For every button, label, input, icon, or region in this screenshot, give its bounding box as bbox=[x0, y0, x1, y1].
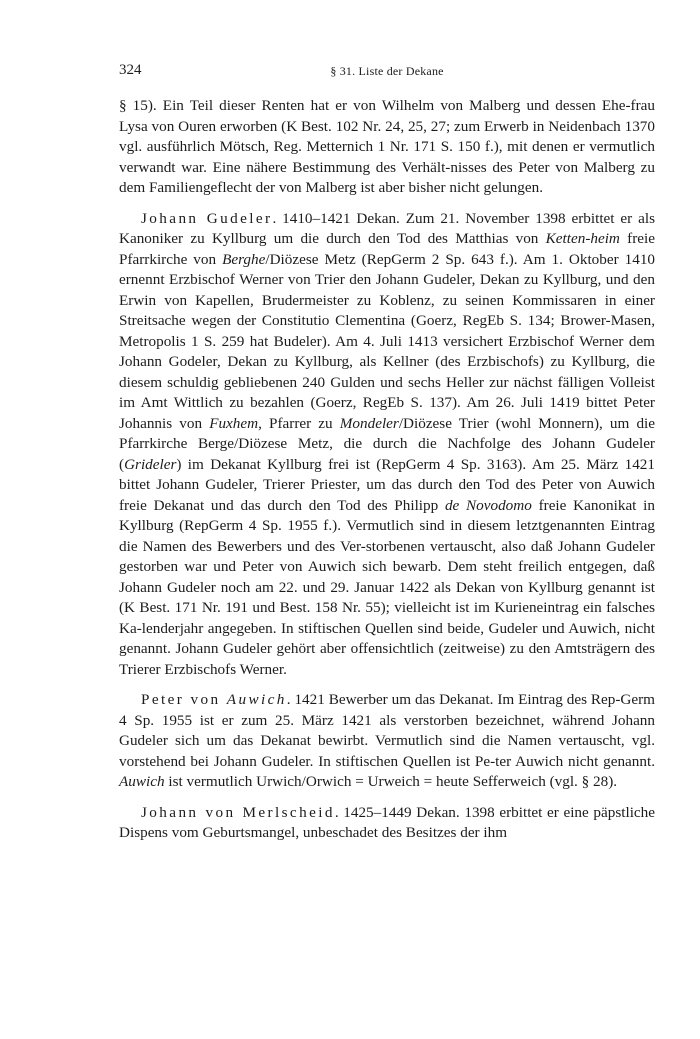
entry-johann-von-merlscheid bbox=[119, 803, 655, 844]
italic-text: Grideler bbox=[124, 455, 177, 473]
text-run: ist vermutlich Urwich/Orwich = Urweich = heute Sefferweich (vgl. § 28). bbox=[164, 773, 618, 790]
text-run: § 15). Ein Teil dieser Renten hat er von Wilhelm von Malberg und dessen Ehe-frau Lysa von Ouren erworben (K Best. 102 Nr. 24, 25, 27; zum Erwerb in Neidenbach 1370 vgl. ausführlich Mötsch, Reg. Metternich 1 Nr. 171 S. 150 f.), mit denen er vermutlich verwandt war. Eine nähere Bestimmung des Verhält-nisses des Peter von Malberg zu dem Familiengeflecht der von Malberg ist aber bisher nicht gelungen. bbox=[119, 97, 655, 196]
text-run: /Diözese Trier (wohl Monnern), um die Pfarrkirche Berge/Diözese Metz, die durch die Nachfolge des Johann Gudeler ( bbox=[119, 414, 656, 473]
text-run: . 1410–1421 Dekan. Zum 21. November 1398 erbittet er als Kanoniker zu Kyllburg um die durch den Tod des Matthias von bbox=[119, 209, 655, 247]
text-run: ) im Dekanat Kyllburg frei ist (RepGerm 4 Sp. 3163). Am 25. März 1421 bittet Johann Gudeler, Trierer Priester, um das durch den Tod des Peter von Auwich freie Dekanat und das durch den Tod des Philipp bbox=[119, 455, 655, 514]
text-run: . 1425–1449 Dekan. 1398 erbittet er eine päpstliche Dispens vom Geburtsmangel, unbeschadet des Besitzes der ihm bbox=[119, 803, 655, 841]
text-run: , Pfarrer zu bbox=[258, 414, 340, 432]
page-number: 324 bbox=[119, 62, 142, 78]
page-header bbox=[119, 62, 655, 82]
text-run: /Diözese Metz (RepGerm 2 Sp. 643 f.). Am 1. Oktober 1410 ernennt Erzbischof Werner von Trier den Johann Gudeler, Dekan zu Kyllburg, und den Erwin von Kapellen, Brudermeister zu Koblenz, zu seinen Kommissaren in einer Streitsache wegen der Constitutio Clementina (Goerz, RegEb S. 134; Brower-Masen, Metropolis 1 S. 259 hat Budeler). Am 4. Juli 1413 versichert Erzbischof Werner dem Johann Godeler, Dekan zu Kyllburg, als Kellner (des Erzbischofs) zu Kyllburg, die diesem schuldig gebliebenen 240 Gulden und sechs Heller zur nächst fälligen Volleist im Amt Wittlich zu bezahlen (Goerz, RegEb S. 137). Am 26. Juli 1419 bittet Peter Johannis von bbox=[119, 250, 656, 432]
entry-name: Johann von Merlscheid bbox=[141, 803, 335, 821]
entry-johann-gudeler bbox=[119, 209, 655, 681]
italic-text: Berghe bbox=[222, 250, 266, 268]
italic-text: Auwich bbox=[119, 773, 165, 790]
italic-text: Mondeler bbox=[339, 414, 399, 432]
entry-peter-von-auwich bbox=[119, 690, 655, 793]
text-run: . 1421 Bewerber um das Dekanat. Im Eintrag des Rep-Germ 4 Sp. 1955 ist er zum 25. März 1421 als verstorben bezeichnet, während Johann Gudeler sich um das Dekanat bewirbt. Vermutlich sind die Namen vertauscht, vgl. vorstehend bei Johann Gudeler. In stiftischen Quellen ist Pe-ter Auwich nicht genannt. bbox=[119, 691, 655, 770]
text-run: freie Kanonikat in Kyllburg (RepGerm 4 Sp. 1955 f.). Vermutlich sind in diesem letztgenannten Eintrag die Namen des Bewerbers und des Ver-storbenen vertauscht, also daß Johann Gudeler gestorben war und Peter von Auwich sich bewarb. Dem steht freilich entgegen, daß Johann Gudeler noch am 22. und 29. Januar 1422 als Dekan von Kyllburg genannt ist (K Best. 171 Nr. 191 und Best. 158 Nr. 55); vielleicht ist im Kurieneintrag ein falsches Ka-lenderjahr angegeben. In stiftischen Quellen sind beide, Gudeler und Auwich, nicht genannt. Johann Gudeler gehört aber offensichtlich (zeitweise) zu den Amtsträgern des Trierer Erzbischofs Werner. bbox=[119, 496, 655, 678]
entry-name: Peter von bbox=[141, 691, 227, 708]
entry-name: Johann Gudeler bbox=[141, 209, 273, 227]
italic-text: de Novodomo bbox=[444, 496, 532, 514]
italic-text: Fuxhem bbox=[209, 414, 259, 432]
body-text bbox=[119, 96, 655, 854]
paragraph-continuation bbox=[119, 96, 655, 199]
entry-name: Auwich bbox=[226, 691, 287, 708]
text-run: freie Pfarrkirche von bbox=[119, 230, 655, 268]
italic-text: Ketten-heim bbox=[545, 230, 620, 247]
running-head: § 31. Liste der Dekane bbox=[330, 64, 444, 78]
